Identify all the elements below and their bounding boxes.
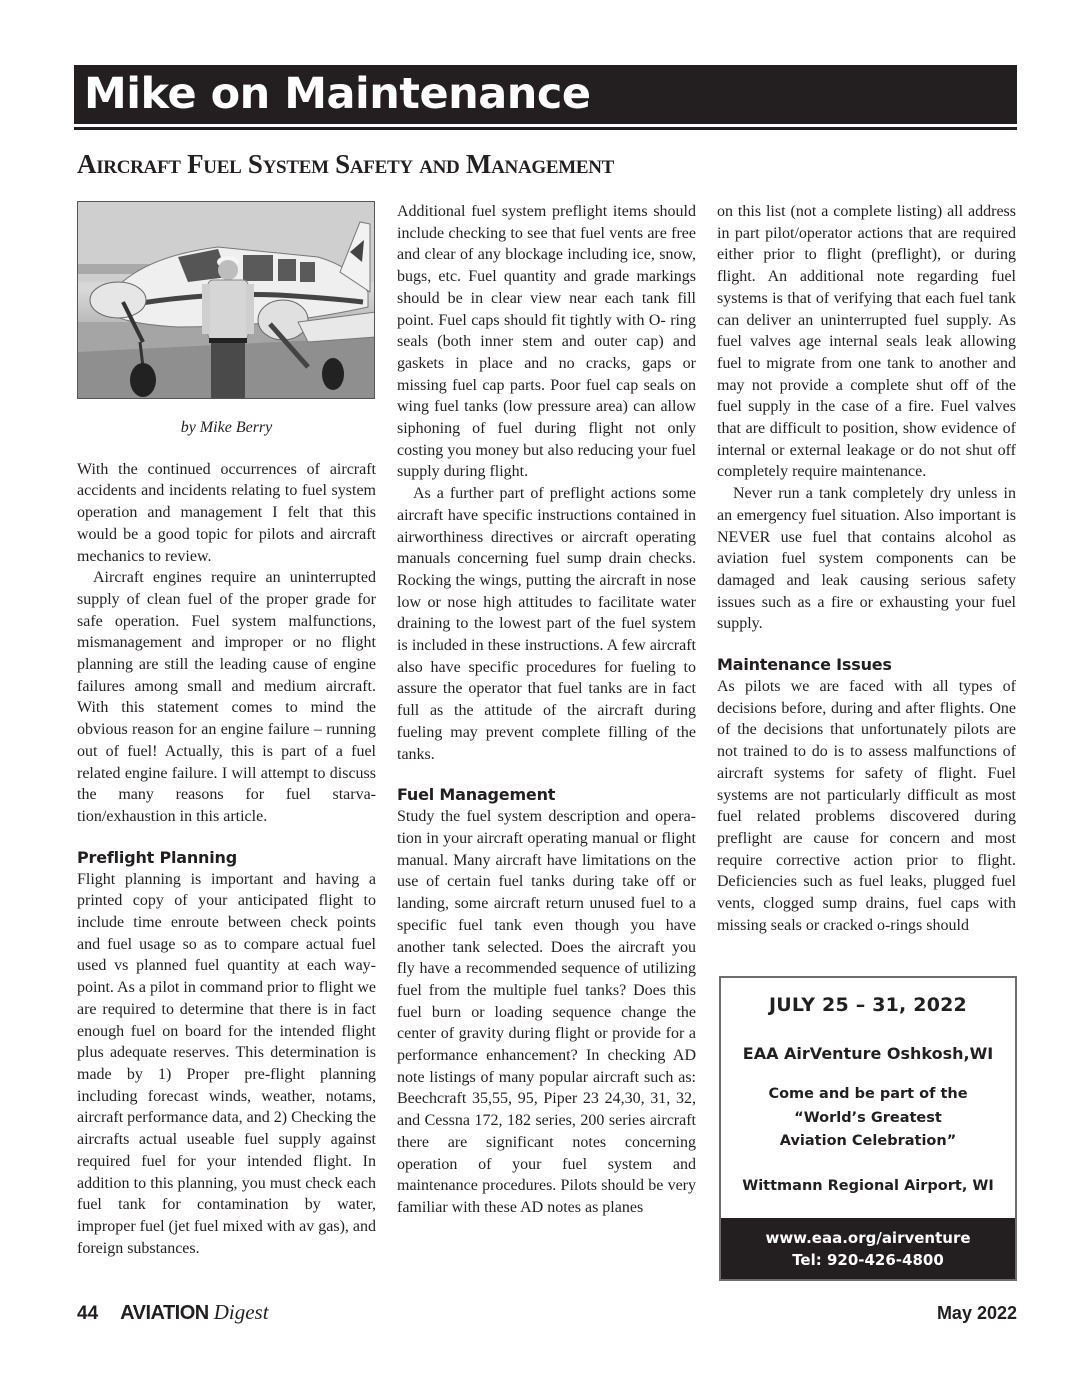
preflight-planning-heading: Preflight Planning [77, 847, 237, 867]
section-title: Mike on Maintenance [84, 69, 591, 119]
preflight-paragraph-2: Additional fuel system preflight items should include checking to see that fuel vents are free and clear of any blockage including ice, snow, bugs, etc. Fuel quantity and grade markings should be in clear view near each tank fill point. Fuel caps should fit tightly with O- ring seals (both inner stem and outer cap) and gaskets in place and no cracks, gaps or missing fuel cap parts. Poor fuel cap seals on wing fuel tanks (low pressure area) can allow siphoning of fuel during flight not only costing you money but also reducing your fuel supply during flight. [397, 203, 696, 481]
ad-tagline-line-1: Come and be part of the [768, 1086, 968, 1102]
issue-date: May 2022 [936, 1303, 1017, 1323]
page-footer [77, 1300, 1017, 1328]
byline: by Mike Berry [180, 419, 273, 436]
aircraft-photo-illustration [78, 202, 375, 399]
page-number: 44 [77, 1303, 99, 1324]
intro-paragraph-1: With the continued occurrences of aircraft accidents and incidents relating to fuel system operation and management I felt that this would be a good topic for pilots and aircraft mechanics to review. [77, 460, 376, 565]
preflight-paragraph-1: Flight planning is important and having a printed copy of your anticipated flight to include time enroute between check points and fuel usage so as to compare actual fuel used vs planned fuel quantity at each waypoint. As a pilot in command prior to flight we are required to determine that there is in fact enough fuel on board for the intended flight plus adequate reserves. This determination is made by 1) Proper pre-flight planning including forecast winds, weather, notams, aircraft performance data, and 2) Checking the aircrafts actual useable fuel supply against required fuel for your intended flight. In addition to this planning, you must check each fuel tank for contamination by water, improper fuel (jet fuel mixed with av gas), and foreign substances. [77, 870, 377, 1257]
ad-phone: Tel: 920-426-4800 [792, 1250, 944, 1269]
ad-dates: JULY 25 – 31, 2022 [769, 994, 967, 1016]
fuel-management-paragraph-2: Never run a tank completely dry unless in an emergency fuel situation. Also important is NEVER use fuel that contains alcohol as aviation fuel system components can be damaged and leak causing serious safety issues such as a fire or exhausting your fuel supply. [717, 485, 1016, 633]
ad-tagline-line-2: “World’s Greatest [794, 1109, 942, 1126]
fuel-management-paragraph-1-continued: on this list (not a complete listing) all address in part pilot/operator actions that are required either prior to flight (preflight), or during flight. An additional note regarding fuel systems is that of verifying that each fuel tank can deliver an uninterrupted fuel supply. As fuel valves age internal seals leak allowing fuel to migrate from one tank to another and may not provide a complete shut off of the fuel supply in the case of a fire. Fuel valves that are difficult to position, show evidence of internal or external leakage or do not shut off completely require maintenance. [717, 203, 1016, 481]
ad-contact-band [721, 1218, 1015, 1279]
maintenance-issues-heading: Maintenance Issues [717, 655, 892, 675]
fuel-management-paragraph-1: Study the fuel system description and operation in your aircraft operating manual or flight manual. Many aircraft have limitations on the use of certain fuel tanks during take off or landing, some aircraft return unused fuel to a specific fuel tank even though you have another tank selected. Does the aircraft you fly have a recommended sequence of utilizing fuel from the multiple fuel tanks? Does this fuel burn or loading sequence change the center of gravity during flight or provide for a performance enhancement? In checking AD note listings of many popular aircraft such as: Beechcraft 35,55, 95, Piper 23 24,30, 31, 32, and Cessna 172, 182 series, 200 series aircraft there are significant notes concerning operation of your fuel system and maintenance procedures. Pilots should be very familiar with these AD notes as planes [397, 808, 696, 1216]
ad-website-link[interactable]: www.eaa.org/airventure [765, 1228, 971, 1247]
ad-tagline [721, 1083, 1015, 1154]
maintenance-issues-paragraph-1: As pilots we are faced with all types of decisions before, during and after flights. One of the decisions that unfortunately pilots are not trained to do is to assess malfunctions of aircraft systems for safety of flight. Fuel systems are not particularly difficult as most fuel related problems discovered during preflight are cause for concern and most require corrective action prior to flight. Deficiencies such as fuel leaks, plugged fuel vents, clogged sump drains, fuel caps with missing seals or cracked o-rings should [717, 678, 1016, 934]
airventure-ad [719, 976, 1017, 1281]
author-photo [77, 201, 375, 399]
column-2 [397, 201, 696, 1219]
ad-airport: Wittmann Regional Airport, WI [742, 1177, 994, 1194]
column-3 [717, 201, 1016, 937]
section-header-bar [74, 65, 1017, 124]
publication-name-italic: Digest [213, 1300, 269, 1324]
ad-event-name: EAA AirVenture Oshkosh,WI [742, 1044, 994, 1063]
header-rule [74, 127, 1017, 130]
preflight-paragraph-3: As a further part of preflight actions some aircraft have specific instructions contained in airworthiness directives or aircraft operating manuals concerning fuel sump drain checks. Rocking the wings, putting the aircraft in nose low or nose high attitudes to facilitate water draining to the lowest part of the fuel system is included in these instructions. A few aircraft also have specific procedures for fueling to assure the operator that fuel tanks are in fact full as the attitude of the aircraft during fueling may prevent complete filling of the tanks. [397, 485, 696, 763]
intro-paragraph-2: Aircraft engines require an uninterrupted supply of clean fuel of the proper grade for safe operation. Fuel system malfunctions, mismanagement and improper or no flight planning are still the leading cause of engine failures among small and medium aircraft. With this statement comes to mind the obvious reason for an engine failure – running out of fuel! Actually, this is part of a fuel related engine failure. I will attempt to discuss the many reasons for fuel starvation/exhaustion in this article. [77, 569, 376, 825]
fuel-management-heading: Fuel Management [397, 785, 556, 805]
ad-tagline-line-3: Aviation Celebration” [779, 1133, 957, 1149]
column-1 [77, 201, 376, 1259]
publication-name: AVIATION [120, 1302, 209, 1324]
article-title: Aircraft Fuel System Safety and Management [77, 149, 615, 179]
